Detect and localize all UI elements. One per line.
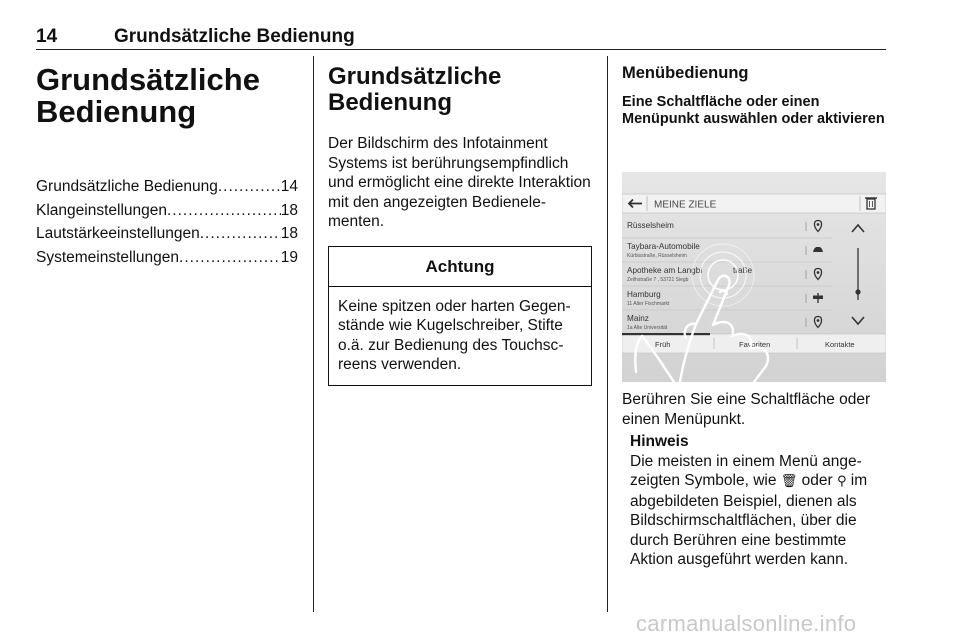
toc-entry-title: Lautstärkeeinstellungen <box>36 225 200 242</box>
toc-entry-page: 18 <box>280 225 298 242</box>
column-divider-1 <box>313 56 314 612</box>
page-number: 14 <box>36 26 58 47</box>
toc-entry[interactable] <box>36 222 298 246</box>
destination-detail: Zeilhstraße 7 , 53721 Siegb <box>627 277 689 283</box>
intro-paragraph: Der Bildschirm des Infotainment Systems ist berührungsempfindlich und ermöglicht eine direkte Interaktion mit den angezeigten Bedienelementen. <box>328 135 591 230</box>
note-title: Hinweis <box>630 433 689 450</box>
note-text-part1: Die meisten in einem Menü angezeigten Symbole, wie <box>630 452 862 489</box>
subsection-heading: Menübedienung <box>622 64 749 82</box>
note-text <box>630 452 886 570</box>
instruction-text: Berühren Sie eine Schaltfläche oder einen Menüpunkt. <box>622 391 871 428</box>
intro-column <box>328 64 592 386</box>
tab-contacts[interactable]: Kontakte <box>825 340 855 349</box>
destination-name: Apotheke am Langbi <box>627 266 703 275</box>
column-divider-2 <box>607 56 608 612</box>
toc-entry-title: Grundsätzliche Bedienung <box>36 178 218 195</box>
trash-icon: 🗑 <box>780 474 798 489</box>
touchscreen-svg <box>622 172 886 382</box>
section-heading: Grundsätzliche Bedienung <box>328 63 502 116</box>
toc-leader-dots <box>167 199 281 223</box>
destination-name: Rüsselsheim <box>627 221 674 230</box>
destination-detail: 1a Alte Universität <box>627 325 668 331</box>
destination-name: Mainz <box>627 314 649 323</box>
caution-title: Achtung <box>329 247 591 287</box>
destination-detail: 11 Alter Fischmarkt <box>627 301 670 307</box>
destination-name-suffix: traße <box>733 266 753 275</box>
tab-recent[interactable]: Früh <box>655 340 671 349</box>
caution-text: Keine spitzen oder harten Gegenstände wie Kugelschreiber, Stifte o.ä. zur Bedienung des Touchscreens verwenden. <box>338 297 571 373</box>
toc-entry-page: 14 <box>280 178 298 195</box>
toc-entry-page: 19 <box>280 248 298 266</box>
screen-title: MEINE ZIELE <box>654 199 717 211</box>
active-tab-indicator <box>622 333 710 335</box>
caution-box <box>328 246 592 386</box>
page-header <box>36 26 886 50</box>
toc-leader-dots <box>200 222 281 246</box>
subsection-subheading: Eine Schaltfläche oder einen Menüpunkt auswählen oder aktivieren <box>622 94 885 127</box>
toc-entry[interactable] <box>36 199 298 223</box>
running-title: Grundsätzliche Bedienung <box>114 26 355 47</box>
destination-name: Taybara-Automobile <box>627 242 700 251</box>
toc-leader-dots <box>218 175 281 199</box>
toc-entry[interactable] <box>36 175 298 199</box>
destination-detail: Kürbisstraße, Rüsselsheim <box>627 253 687 259</box>
note-text-part3: im abgebildeten Beispiel, dienen als Bildschirmschaltflächen, über die durch Berühren eine bestimmte Aktion ausgeführt werden kann. <box>630 472 868 568</box>
toc-leader-dots <box>179 246 281 270</box>
scrollbar-thumb <box>855 289 860 294</box>
chapter-title: Grundsätzliche Bedienung <box>36 62 260 129</box>
map-pin-icon: ⚲ <box>836 474 847 489</box>
chapter-toc-column <box>36 64 298 269</box>
watermark: carmanualsonline.info <box>636 611 857 636</box>
tab-favorites[interactable]: Favoriten <box>739 340 771 349</box>
destination-name: Hamburg <box>627 290 661 299</box>
toc-entry[interactable] <box>36 246 298 270</box>
note-box <box>630 432 886 570</box>
table-of-contents <box>36 175 298 269</box>
toc-entry-title: Klangeinstellungen <box>36 201 167 219</box>
touchscreen-illustration <box>622 172 886 382</box>
menu-operation-column <box>622 64 886 568</box>
toc-entry-page: 18 <box>280 201 298 219</box>
toc-entry-title: Systemeinstellungen <box>36 248 180 266</box>
note-text-part2: oder <box>797 472 837 489</box>
